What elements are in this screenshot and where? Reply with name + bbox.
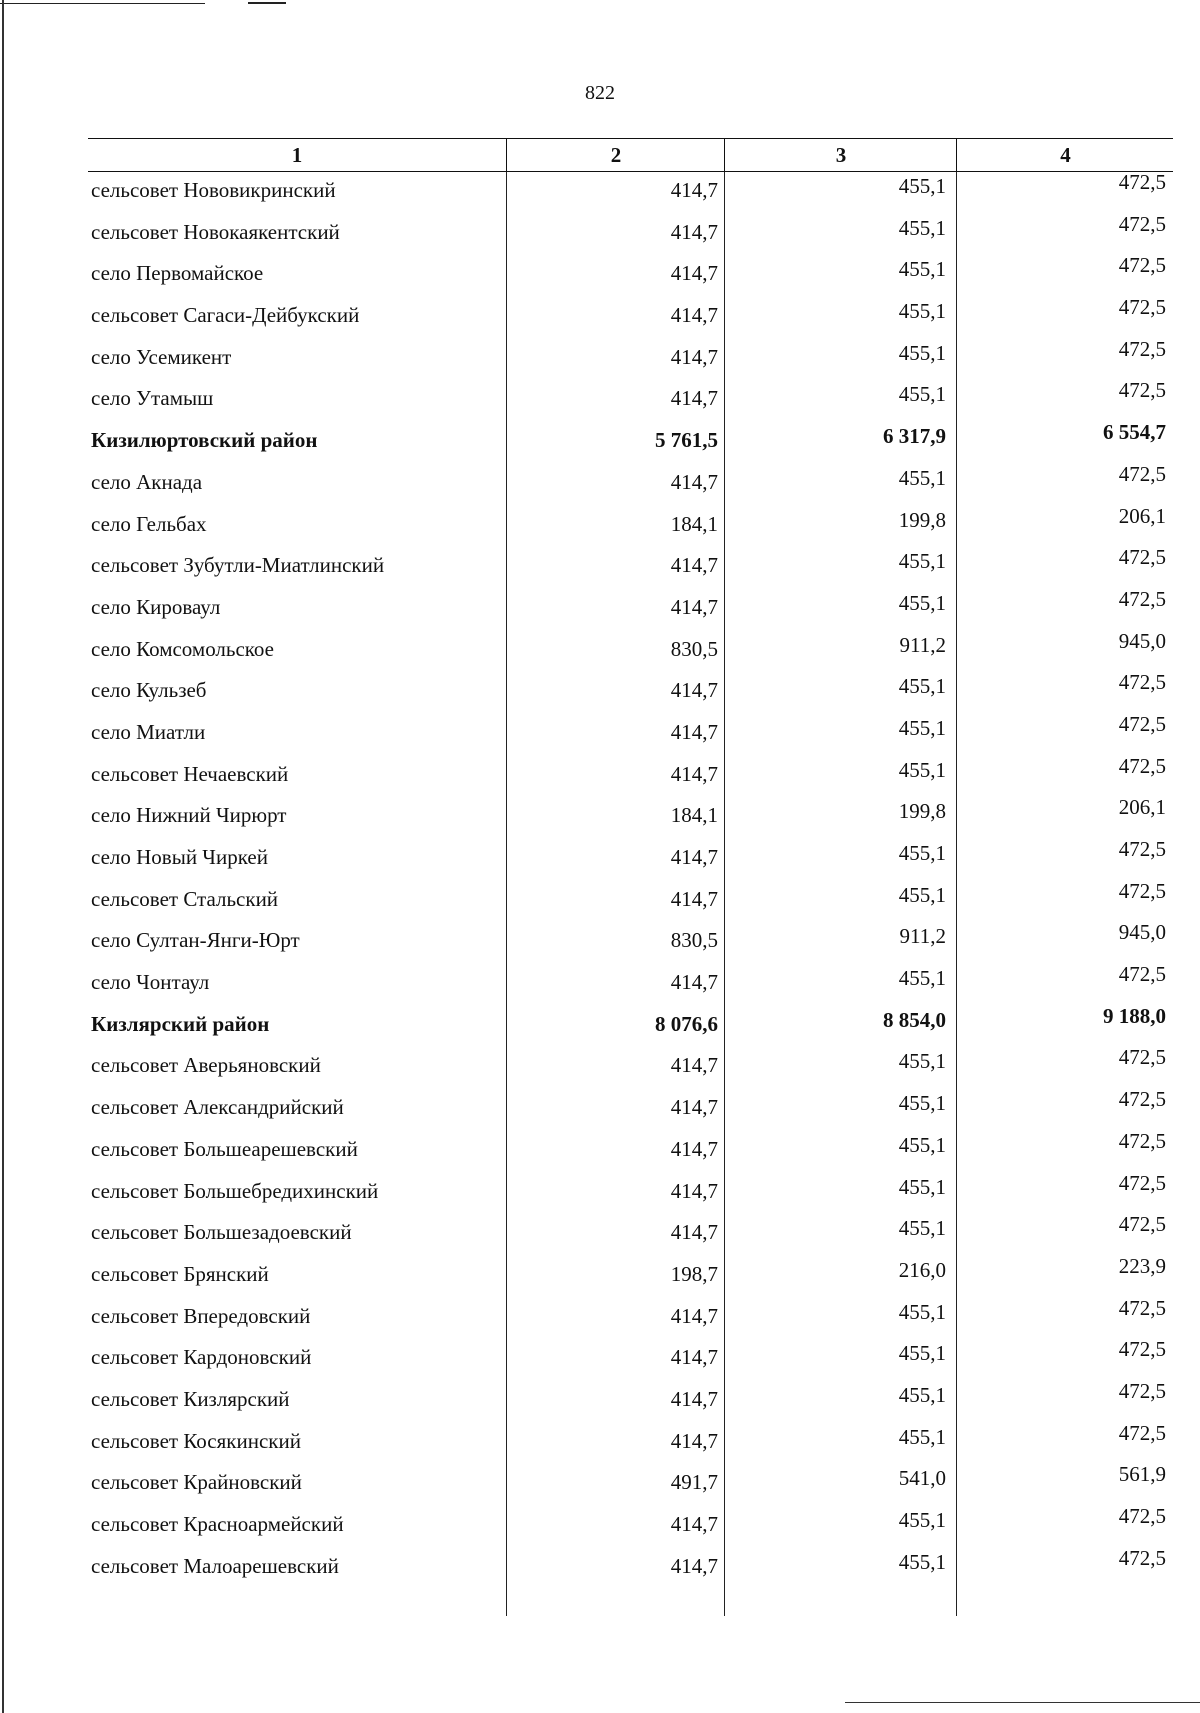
settlement-name: сельсовет Крайновский [91,1470,302,1495]
value-col-4: 472,5 [1118,336,1166,361]
scan-top-mark [248,2,286,4]
settlement-name: сельсовет Нечаевский [91,761,289,786]
table-row [88,672,1173,714]
table-row [88,964,1173,1006]
settlement-name: село Первомайское [91,261,264,286]
value-col-2: 184,1 [670,803,718,828]
table-row [88,336,1173,381]
value-col-3: 455,1 [898,1216,946,1241]
value-col-4: 472,5 [1118,1337,1166,1362]
settlement-name: село Кульзеб [91,678,207,703]
table-row [88,586,1173,631]
value-col-3: 455,1 [898,299,946,324]
table-row [88,1464,1173,1506]
settlement-name: сельсовет Сагаси-Дейбукский [91,303,360,328]
value-col-4: 472,5 [1118,1045,1166,1070]
value-col-2: 414,7 [670,1512,718,1536]
value-col-4: 206,1 [1118,503,1166,528]
page-number: 822 [585,82,615,104]
value-col-3: 455,1 [898,841,946,865]
value-col-2: 414,7 [670,1095,718,1120]
settlement-name: сельсовет Косякинский [91,1428,301,1453]
settlement-name: сельсовет Малоарешевский [91,1553,339,1578]
table-row [88,1378,1173,1423]
settlement-name: село Миатли [91,719,206,744]
settlement-name: сельсовет Красноармейский [91,1512,344,1536]
value-col-3: 455,1 [898,757,946,782]
value-col-3: 455,1 [898,882,946,907]
settlement-name: село Кироваул [91,594,221,619]
value-col-4: 472,5 [1118,1504,1166,1528]
value-col-2: 414,7 [670,1428,718,1453]
value-col-2: 198,7 [670,1261,718,1286]
value-col-3: 455,1 [898,174,946,198]
value-col-3: 216,0 [898,1257,946,1282]
settlement-name: село Комсомольское [91,636,275,661]
value-col-2: 414,7 [670,761,718,786]
value-col-4: 472,5 [1118,962,1166,987]
value-col-2: 414,7 [670,303,718,328]
value-col-3: 455,1 [898,1341,946,1366]
scan-bottom-rule [845,1702,1200,1703]
value-col-3: 199,8 [898,507,946,532]
settlement-name: сельсовет Брянский [91,1261,269,1286]
table-row [88,380,1173,422]
value-col-3: 455,1 [898,1382,946,1407]
value-col-4: 472,5 [1118,1128,1166,1153]
value-col-4: 945,0 [1118,920,1166,945]
value-col-4: 472,5 [1118,711,1166,736]
table-row [88,1339,1173,1381]
value-col-2: 414,7 [670,1053,718,1078]
table-row [88,1214,1173,1256]
table-row [88,1003,1173,1048]
value-col-4: 472,5 [1118,586,1166,611]
table-row [88,422,1173,464]
settlement-name: село Утамыш [91,386,214,411]
value-col-3: 8 854,0 [883,1007,946,1032]
value-col-4: 223,9 [1118,1253,1166,1278]
table-row [88,503,1173,548]
settlement-name: сельсовет Стальский [91,886,279,911]
value-col-2: 414,7 [670,178,718,202]
settlement-name: сельсовет Большеарешевский [91,1136,358,1161]
value-col-2: 184,1 [670,511,718,536]
value-col-3: 455,1 [898,1508,946,1532]
scan-left-edge [2,0,4,1713]
value-col-3: 455,1 [898,215,946,240]
settlement-name: село Акнада [91,469,203,494]
table-row [88,628,1173,673]
table-row [88,1253,1173,1298]
budget-table [88,138,1173,1589]
value-col-3: 199,8 [898,799,946,824]
value-col-4: 561,9 [1118,1462,1166,1487]
table-row [88,255,1173,297]
value-col-3: 455,1 [898,1549,946,1574]
value-col-4: 472,5 [1118,295,1166,320]
settlement-name: сельсовет Большебредихинский [91,1178,379,1203]
value-col-3: 455,1 [898,1091,946,1116]
value-col-3: 455,1 [898,340,946,365]
value-col-3: 455,1 [898,1424,946,1449]
settlement-name: село Новый Чиркей [91,845,268,869]
value-col-4: 472,5 [1118,545,1166,570]
settlement-name: сельсовет Кардоновский [91,1345,312,1370]
table-row [88,922,1173,964]
value-col-2: 414,7 [670,219,718,244]
value-col-2: 414,7 [670,1345,718,1370]
table-row [88,1295,1173,1340]
settlement-name: Кизилюртовский район [91,428,318,453]
value-col-4: 472,5 [1118,1212,1166,1237]
value-col-3: 455,1 [898,674,946,699]
table-row [88,297,1173,339]
value-col-3: 455,1 [898,715,946,740]
value-col-2: 414,7 [670,344,718,369]
value-col-2: 414,7 [670,261,718,286]
table-body [88,172,1173,1589]
value-col-2: 414,7 [670,970,718,995]
header-col-3: 3 [724,139,957,171]
value-col-3: 455,1 [898,1299,946,1324]
settlement-name: село Усемикент [91,344,232,369]
value-col-2: 414,7 [670,1136,718,1161]
table-row [88,1089,1173,1131]
settlement-name: село Султан-Янги-Юрт [91,928,300,953]
table-row [88,172,1173,214]
settlement-name: Кизлярский район [91,1011,270,1036]
settlement-name: село Гельбах [91,511,207,536]
value-col-3: 455,1 [898,590,946,615]
value-col-4: 945,0 [1118,628,1166,653]
value-col-3: 911,2 [899,632,946,657]
scan-top-rule [0,3,205,4]
value-col-2: 414,7 [670,469,718,494]
value-col-4: 472,5 [1118,378,1166,403]
settlement-name: сельсовет Александрийский [91,1095,344,1120]
header-col-4: 4 [956,139,1174,171]
table-row [88,1545,1173,1590]
value-col-4: 472,5 [1118,1295,1166,1320]
value-col-4: 472,5 [1118,753,1166,778]
value-col-4: 472,5 [1118,170,1166,194]
value-col-2: 414,7 [670,1178,718,1203]
table-row [88,753,1173,798]
value-col-4: 472,5 [1118,837,1166,861]
table-row [88,211,1173,256]
value-col-2: 830,5 [670,636,718,661]
settlement-name: сельсовет Большезадоевский [91,1220,352,1245]
value-col-2: 414,7 [670,1553,718,1578]
value-col-4: 472,5 [1118,670,1166,695]
value-col-4: 472,5 [1118,461,1166,486]
value-col-2: 414,7 [670,553,718,578]
value-col-4: 472,5 [1118,253,1166,278]
value-col-4: 472,5 [1118,1087,1166,1112]
value-col-4: 472,5 [1118,211,1166,236]
settlement-name: сельсовет Новокаякентский [91,219,340,244]
value-col-2: 414,7 [670,594,718,619]
value-col-2: 414,7 [670,678,718,703]
value-col-3: 455,1 [898,1049,946,1074]
value-col-2: 491,7 [670,1470,718,1495]
value-col-4: 9 188,0 [1103,1003,1166,1028]
value-col-2: 414,7 [670,845,718,869]
table-row [88,839,1173,881]
value-col-4: 472,5 [1118,1545,1166,1570]
table-row [88,1420,1173,1465]
settlement-name: село Нижний Чирюрт [91,803,287,828]
value-col-3: 455,1 [898,1174,946,1199]
value-col-3: 455,1 [898,966,946,991]
value-col-3: 455,1 [898,1132,946,1157]
settlement-name: село Чонтаул [91,970,210,995]
value-col-4: 6 554,7 [1103,420,1166,445]
value-col-2: 414,7 [670,1220,718,1245]
value-col-2: 830,5 [670,928,718,953]
value-col-3: 455,1 [898,549,946,574]
table-row [88,1047,1173,1089]
value-col-3: 911,2 [899,924,946,949]
value-col-4: 472,5 [1118,1378,1166,1403]
value-col-4: 472,5 [1118,1420,1166,1445]
table-row [88,1506,1173,1548]
value-col-4: 472,5 [1118,1170,1166,1195]
value-col-3: 455,1 [898,382,946,407]
table-row [88,878,1173,923]
table-row [88,1170,1173,1215]
value-col-2: 414,7 [670,719,718,744]
table-row [88,461,1173,506]
value-col-4: 206,1 [1118,795,1166,820]
table-row [88,1128,1173,1173]
settlement-name: сельсовет Кизлярский [91,1386,290,1411]
settlement-name: сельсовет Аверьяновский [91,1053,321,1078]
table-row [88,547,1173,589]
table-row [88,711,1173,756]
settlement-name: сельсовет Зубутли-Миатлинский [91,553,385,578]
settlement-name: сельсовет Впередовский [91,1303,311,1328]
settlement-name: сельсовет Нововикринский [91,178,336,202]
header-col-1: 1 [291,143,303,167]
value-col-3: 455,1 [898,465,946,490]
table-header [88,138,1173,172]
value-col-2: 5 761,5 [655,428,718,453]
header-col-2: 2 [506,139,725,171]
value-col-2: 414,7 [670,386,718,411]
value-col-2: 414,7 [670,1386,718,1411]
value-col-4: 472,5 [1118,878,1166,903]
value-col-3: 455,1 [898,257,946,282]
value-col-3: 541,0 [898,1466,946,1491]
value-col-3: 6 317,9 [883,424,946,449]
value-col-2: 8 076,6 [655,1011,718,1036]
value-col-2: 414,7 [670,1303,718,1328]
table-row [88,797,1173,839]
value-col-2: 414,7 [670,886,718,911]
